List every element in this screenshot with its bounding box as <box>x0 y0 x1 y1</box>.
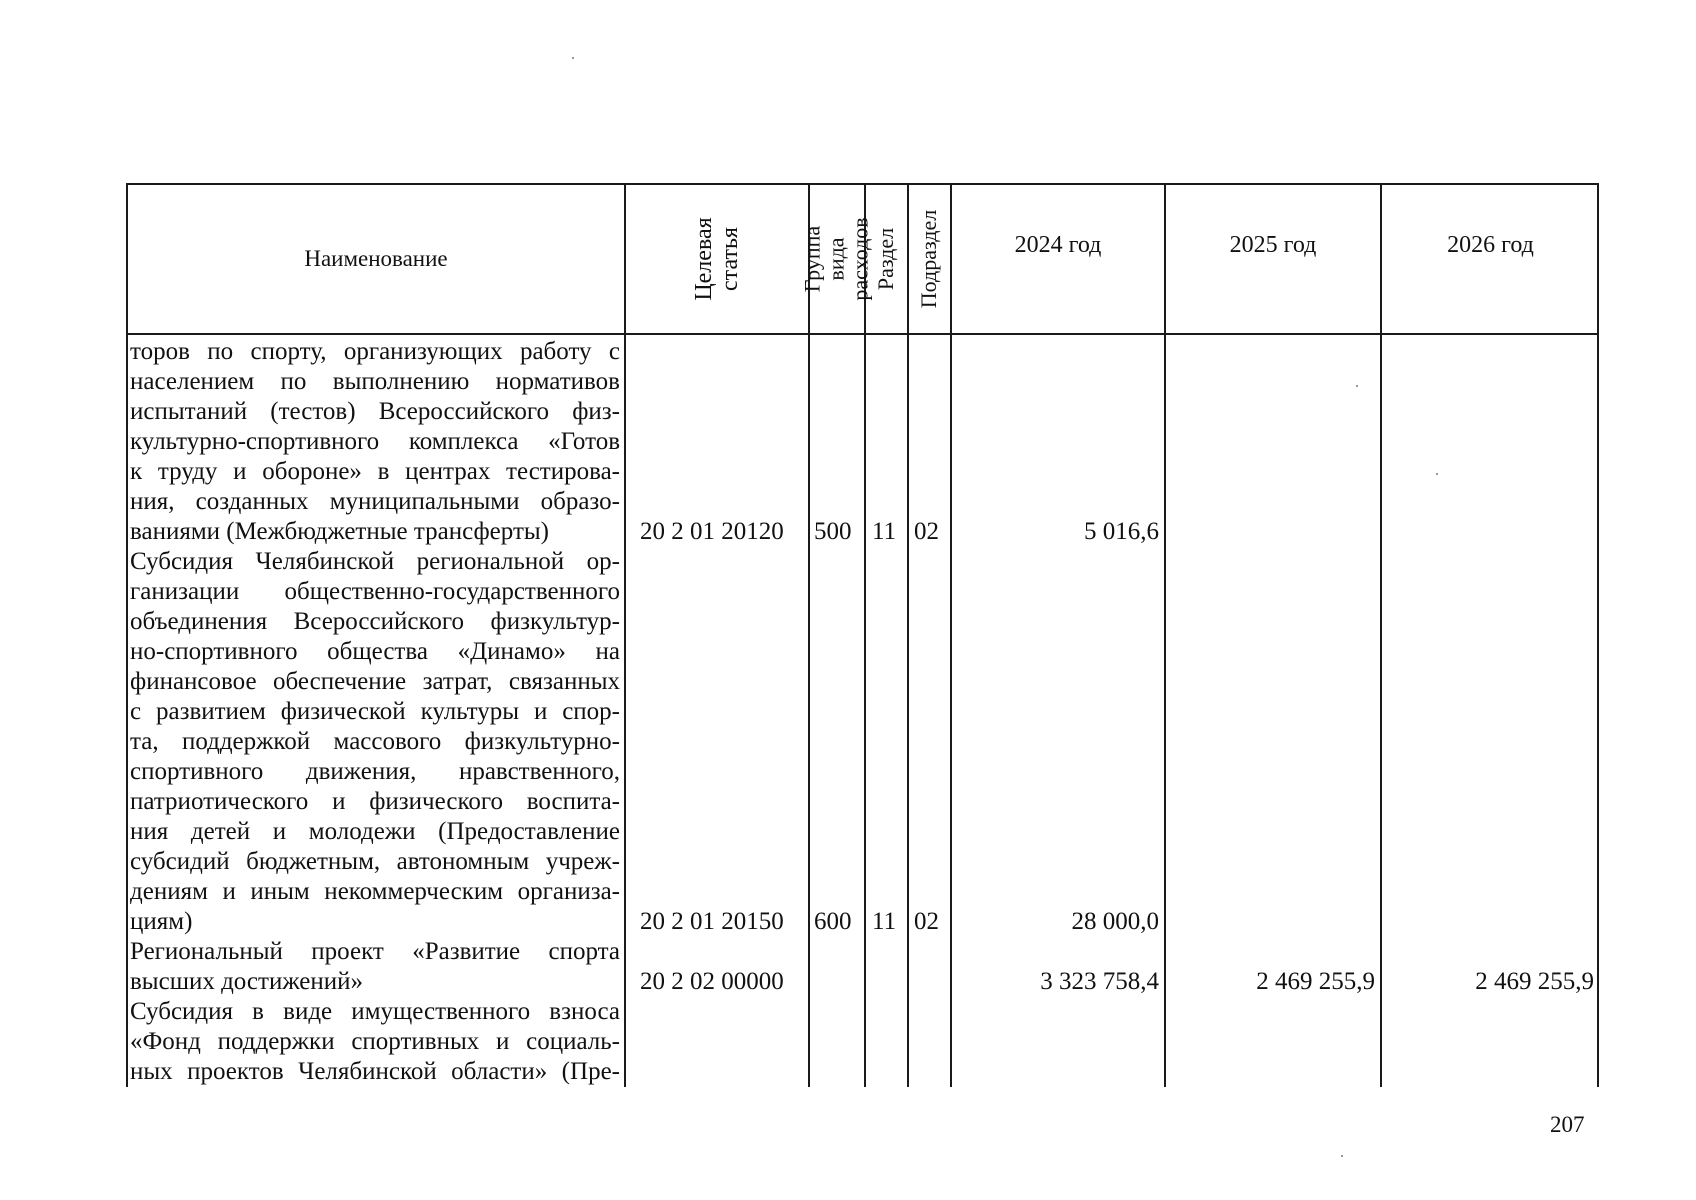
row-4-name <box>130 997 620 1087</box>
row-2-name-line: циям) <box>130 908 193 935</box>
row-1-name-line: культурно-спортивного комплекса «Готов <box>130 428 620 455</box>
column-divider <box>1164 183 1166 1087</box>
row-1-2024: 5 016,6 <box>1084 518 1159 545</box>
header-subsection <box>909 185 950 333</box>
scan-speck <box>1436 473 1438 475</box>
row-2-name-line: ганизации общественно-государственного <box>130 578 620 605</box>
row-2-expense-group: 600 <box>814 908 852 935</box>
row-2-subsection: 02 <box>914 908 939 935</box>
header-year-2024: 2024 год <box>1014 232 1102 258</box>
header-name <box>128 185 624 333</box>
row-3-name-line: Региональный проект «Развитие спорта <box>130 938 620 965</box>
row-2-name-line: дениям и иным некоммерческим организа- <box>130 878 620 905</box>
header-subsection-label: Подраздел <box>916 209 942 309</box>
row-2-name-line: с развитием физической культуры и спор- <box>130 698 620 725</box>
header-target-article <box>626 185 808 333</box>
row-2-name-line: объединения Всероссийского физкультур- <box>130 608 620 635</box>
header-year-2026: 2026 год <box>1447 232 1534 258</box>
header-section-label: Раздел <box>873 227 899 291</box>
header-expense-group <box>800 185 873 333</box>
scan-speck <box>1356 385 1358 387</box>
row-4-name-line: Субсидия в виде имущественного взноса <box>130 998 620 1025</box>
scan-speck <box>1341 1155 1343 1157</box>
row-2-name-line: финансовое обеспечение затрат, связанных <box>130 668 620 695</box>
row-2-name-line: но-спортивного общества «Динамо» на <box>130 638 620 665</box>
column-divider <box>950 183 952 1087</box>
row-3-2026: 2 469 255,9 <box>1475 968 1594 995</box>
row-1-name-line: населением по выполнению нормативов <box>130 368 620 395</box>
page-number: 207 <box>1550 1112 1585 1137</box>
row-2-name-line: спортивного движения, нравственного, <box>130 758 620 785</box>
row-4-name-line: «Фонд поддержки спортивных и социаль- <box>130 1028 620 1055</box>
row-1-subsection: 02 <box>914 518 939 545</box>
row-1-expense-group: 500 <box>814 518 852 545</box>
row-1-name-line: испытаний (тестов) Всероссийского физ- <box>130 398 620 425</box>
row-1-name-line: к труду и обороне» в центрах тестирова- <box>130 458 620 485</box>
row-3-2024: 3 323 758,4 <box>1040 968 1159 995</box>
row-2-2024: 28 000,0 <box>1071 908 1159 935</box>
row-2-name-line: Субсидия Челябинской региональной ор- <box>130 548 620 575</box>
header-target-article-label: Целевая статья <box>691 217 743 301</box>
row-2-name-line: ния детей и молодежи (Предоставление <box>130 818 620 845</box>
row-2-name-line: патриотического и физического воспита- <box>130 788 620 815</box>
column-divider <box>1380 183 1382 1087</box>
header-divider <box>126 333 1599 335</box>
row-2-section: 11 <box>872 908 897 935</box>
row-2-name-line: та, поддержкой массового физкультурно- <box>130 728 620 755</box>
row-2-name-line: субсидий бюджетным, автономным учреж- <box>130 848 620 875</box>
header-year-2025: 2025 год <box>1229 232 1317 258</box>
row-3-2025: 2 469 255,9 <box>1256 968 1375 995</box>
row-1-name-line: ваниями (Межбюджетные трансферты) <box>130 518 549 545</box>
row-2-name <box>130 547 620 937</box>
row-1-section: 11 <box>872 518 897 545</box>
row-2-target-article: 20 2 01 20150 <box>640 908 784 935</box>
header-section <box>866 185 907 333</box>
row-1-name-line: торов по спорту, организующих работу с <box>130 338 620 365</box>
row-3-target-article: 20 2 02 00000 <box>640 968 784 995</box>
header-name-label: Наименование <box>304 246 448 271</box>
row-1-name <box>130 337 620 547</box>
row-4-name-line: ных проектов Челябинской области» (Пре- <box>130 1058 620 1085</box>
row-1-name-line: ния, созданных муниципальными образо- <box>130 488 620 515</box>
scan-speck <box>572 57 574 59</box>
header-expense-group-label: Группа вида расходов <box>800 217 873 301</box>
row-3-name <box>130 937 620 997</box>
row-3-name-line: высших достижений» <box>130 968 363 995</box>
row-1-target-article: 20 2 01 20120 <box>640 518 784 545</box>
